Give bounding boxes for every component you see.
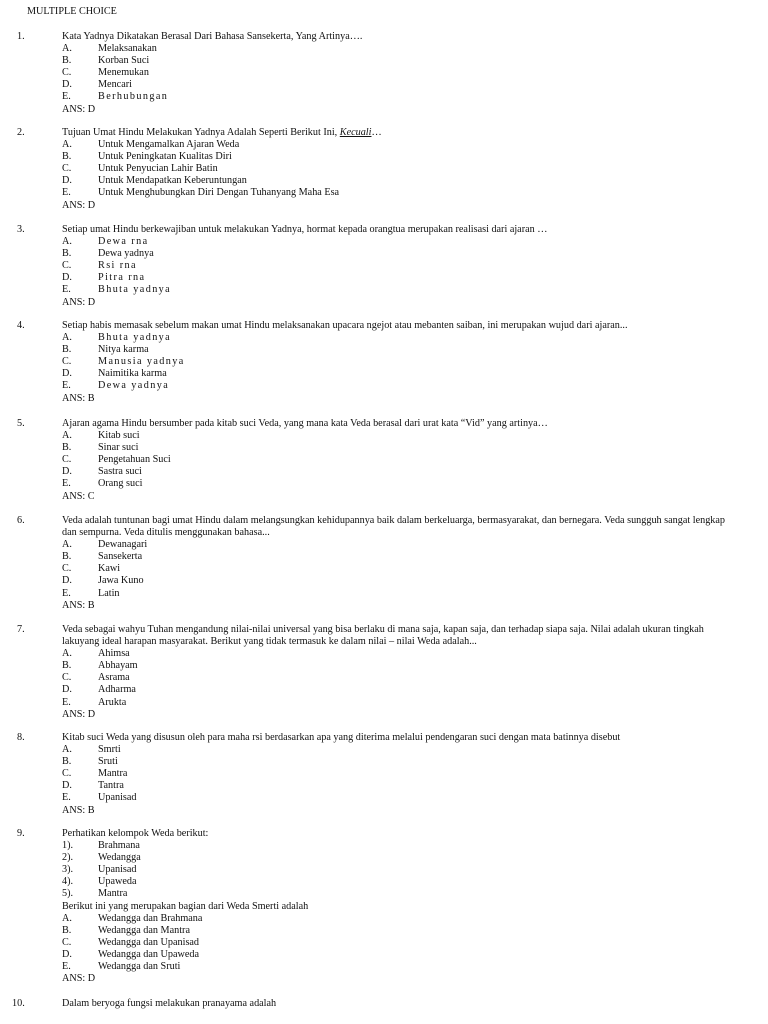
option: A. Smrti [62, 744, 121, 756]
option: C. Untuk Penyucian Lahir Batin [62, 163, 218, 175]
option: A. Dewanagari [62, 539, 148, 551]
question-text: Setiap habis memasak sebelum makan umat Hindu melaksanakan upacara ngejot atau mebanten saiban, ini merupakan wujud dari ajaran... [62, 320, 628, 331]
question-text: Kata Yadnya Dikatakan Berasal Dari Bahasa Sansekerta, Yang Artinya…. [62, 31, 363, 42]
list-item: 5). Mantra [62, 888, 128, 900]
question-number: 10. [12, 998, 25, 1009]
question-8 [0, 732, 768, 817]
answer-key: ANS: D [62, 708, 96, 720]
option: A. Bhuta yadnya [62, 332, 172, 344]
option: E. Latin [62, 587, 120, 599]
question-number: 4. [17, 320, 25, 331]
option: D. Pitra rna [62, 272, 146, 284]
section-heading: MULTIPLE CHOICE [27, 6, 117, 17]
option: B. Untuk Peningkatan Kualitas Diri [62, 151, 232, 163]
option: D. Tantra [62, 780, 124, 792]
option: D. Sastra suci [62, 466, 142, 478]
question-number: 7. [17, 624, 25, 635]
question-number: 6. [17, 515, 25, 526]
option: E. Dewa yadnya [62, 380, 170, 392]
option: C. Rsi rna [62, 260, 137, 272]
answer-key: ANS: D [62, 103, 96, 115]
question-number: 9. [17, 828, 25, 839]
option: E. Berhubungan [62, 91, 169, 103]
option: D. Naimitika karma [62, 368, 167, 380]
question-7 [0, 624, 768, 721]
question-number: 1. [17, 31, 25, 42]
option: C. Mantra [62, 768, 128, 780]
answer-key: ANS: D [62, 973, 96, 985]
question-6 [0, 515, 768, 612]
option: B. Dewa yadnya [62, 248, 154, 260]
option: C. Kawi [62, 563, 121, 575]
option: A. Kitab suci [62, 430, 140, 442]
option: E. Bhuta yadnya [62, 284, 172, 296]
question-number: 3. [17, 224, 25, 235]
question-5 [0, 418, 768, 503]
option: B. Nitya karma [62, 344, 149, 356]
option: D. Wedangga dan Upaweda [62, 948, 200, 960]
list-item: 1). Brahmana [62, 840, 140, 852]
question-text: Kitab suci Weda yang disusun oleh para maha rsi berdasarkan apa yang diterima melalui pendengaran suci dengan mata batinnya disebut [62, 732, 621, 743]
question-subtext: Berikut ini yang merupakan bagian dari Weda Smerti adalah [62, 900, 309, 912]
option: E. Orang suci [62, 478, 143, 490]
question-3 [0, 224, 768, 309]
question-number: 8. [17, 732, 25, 743]
option: B. Sansekerta [62, 551, 143, 563]
question-text: Setiap umat Hindu berkewajiban untuk melakukan Yadnya, hormat kepada orangtua merupakan realisasi dari ajaran … [62, 224, 548, 235]
option: C. Pengetahuan Suci [62, 454, 171, 466]
answer-key: ANS: D [62, 296, 96, 308]
answer-key: ANS: B [62, 392, 95, 404]
question-number: 2. [17, 127, 25, 138]
question-9 [0, 828, 768, 985]
question-text: Dalam beryoga fungsi melakukan pranayama adalah [62, 998, 277, 1009]
question-number: 5. [17, 418, 25, 429]
option: B. Korban Suci [62, 55, 150, 67]
option: A. Wedangga dan Brahmana [62, 912, 203, 924]
option: E. Arukta [62, 696, 127, 708]
option: E. Upanisad [62, 792, 137, 804]
option: B. Abhayam [62, 660, 138, 672]
answer-key: ANS: B [62, 804, 95, 816]
option: B. Wedangga dan Mantra [62, 924, 190, 936]
option: A. Untuk Mengamalkan Ajaran Weda [62, 139, 240, 151]
answer-key: ANS: B [62, 599, 95, 611]
option: C. Wedangga dan Upanisad [62, 936, 200, 948]
question-text: Ajaran agama Hindu bersumber pada kitab suci Veda, yang mana kata Veda berasal dari urat kata “Vid” yang artinya… [62, 418, 548, 429]
list-item: 4). Upaweda [62, 876, 137, 888]
option: A. Melaksanakan [62, 43, 157, 55]
option: A. Dewa rna [62, 236, 149, 248]
question-text: Veda adalah tuntunan bagi umat Hindu dalam melangsungkan kehidupannya baik dalam berkeluarga, bermasyarakat, dan bernegara. Veda sungguh sangat lengkap dan sempurna. Veda ditulis menggunakan bahasa... [62, 515, 726, 539]
option: B. Sinar suci [62, 442, 139, 454]
option: D. Adharma [62, 684, 136, 696]
option: D. Mencari [62, 79, 132, 91]
option: B. Sruti [62, 756, 118, 768]
option: E. Wedangga dan Sruti [62, 961, 181, 973]
option: E. Untuk Menghubungkan Diri Dengan Tuhanyang Maha Esa [62, 187, 340, 199]
question-4 [0, 320, 768, 405]
question-text: Perhatikan kelompok Weda berikut: [62, 828, 209, 839]
option: C. Asrama [62, 672, 130, 684]
question-text: Tujuan Umat Hindu Melakukan Yadnya Adalah Seperti Berikut Ini, Kecuali… [62, 127, 382, 138]
question-1 [0, 31, 768, 116]
option: D. Untuk Mendapatkan Keberuntungan [62, 175, 247, 187]
option: C. Menemukan [62, 67, 149, 79]
question-2 [0, 127, 768, 212]
question-10 [0, 998, 768, 1010]
option: C. Manusia yadnya [62, 356, 185, 368]
list-item: 3). Upanisad [62, 864, 137, 876]
answer-key: ANS: C [62, 490, 95, 502]
option: D. Jawa Kuno [62, 575, 144, 587]
emphasis-word: Kecuali [339, 127, 372, 138]
option: A. Ahimsa [62, 648, 130, 660]
list-item: 2). Wedangga [62, 852, 141, 864]
question-text: Veda sebagai wahyu Tuhan mengandung nilai-nilai universal yang bisa berlaku di mana saja, kapan saja, dan terhadap siapa saja. Nilai adalah ukuran tingkah lakuyang ideal harapan masyarakat. Berikut yang tidak termasuk ke dalam nilai – nilai Weda adalah... [62, 624, 704, 648]
answer-key: ANS: D [62, 199, 96, 211]
